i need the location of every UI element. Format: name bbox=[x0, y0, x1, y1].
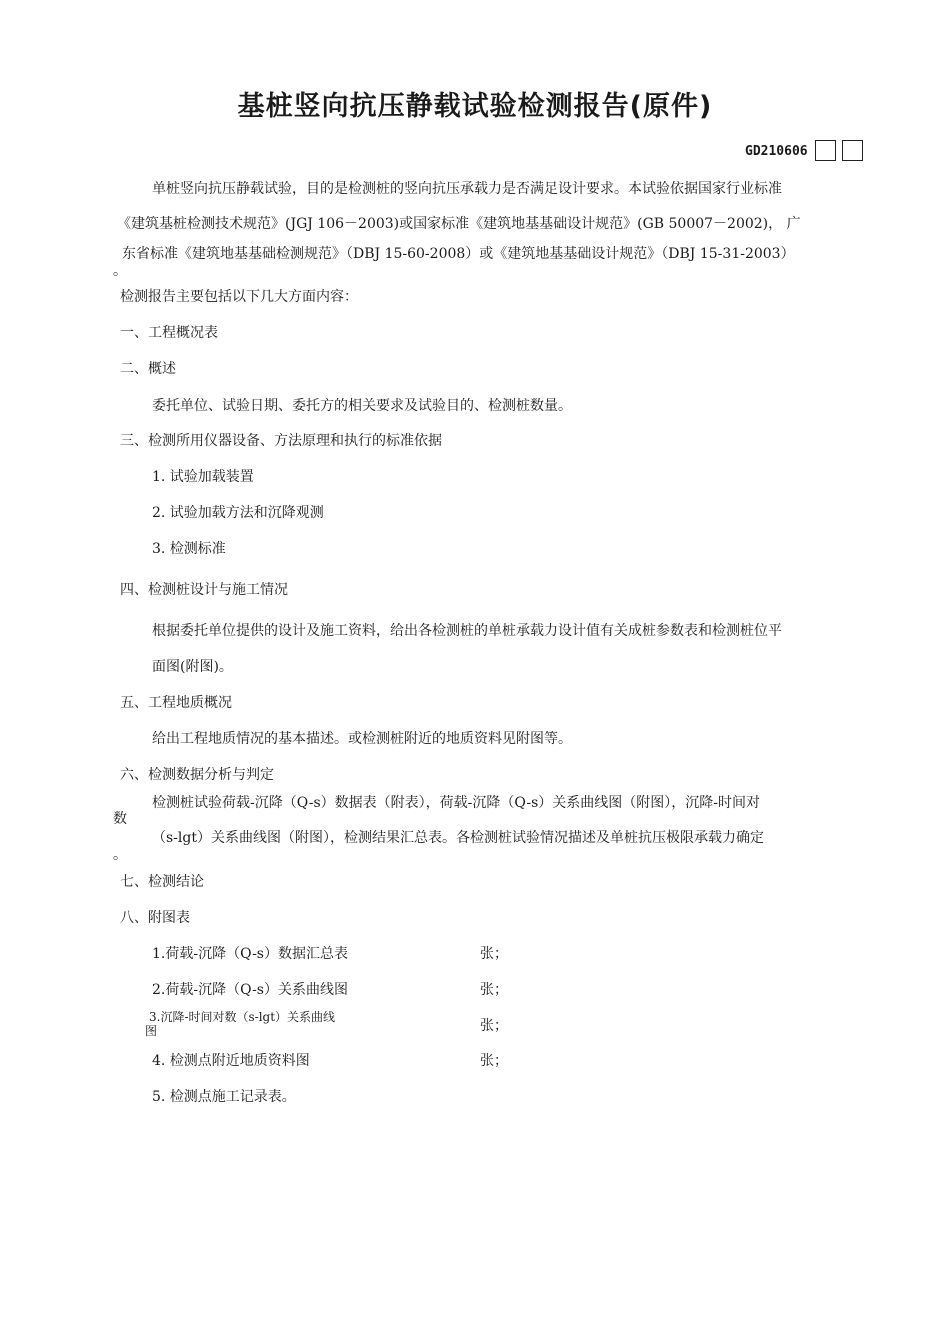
section-6-body-line-2: （s-lgt）关系曲线图（附图），检测结果汇总表。各检测桩试验情况描述及单桩抗压极限承载力确定 bbox=[152, 830, 764, 846]
section-6-heading: 六、检测数据分析与判定 bbox=[120, 767, 274, 783]
section-2-heading: 二、概述 bbox=[120, 361, 176, 377]
attachment-label: 5. 检测点施工记录表。 bbox=[152, 1089, 296, 1105]
attachment-unit: 张； bbox=[480, 946, 508, 962]
section-4-heading: 四、检测桩设计与施工情况 bbox=[120, 582, 288, 598]
page-title: 基桩竖向抗压静载试验检测报告(原件) bbox=[237, 91, 713, 122]
section-3-item: 1. 试验加载装置 bbox=[152, 469, 254, 485]
intro-line-1: 单桩竖向抗压静载试验，目的是检测桩的竖向抗压承载力是否满足设计要求。本试验依据国家行业标准 bbox=[152, 181, 782, 197]
attachment-label: 1.荷载-沉降（Q-s）数据汇总表 bbox=[152, 946, 348, 962]
code-digit-box-2[interactable] bbox=[842, 140, 863, 161]
intro-line-3: 东省标准《建筑地基基础检测规范》（DBJ 15-60-2008）或《建筑地基基础设计规范》（DBJ 15-31-2003） bbox=[122, 246, 795, 262]
section-6-body-line-2-tail: 。 bbox=[113, 847, 127, 863]
attachment-unit: 张； bbox=[480, 1053, 508, 1069]
intro-line-2: 《建筑基桩检测技术规范》(JGJ 106－2003)或国家标准《建筑地基基础设计规范》(GB 50007－2002)， 广 bbox=[117, 216, 801, 232]
section-2-body: 委托单位、试验日期、委托方的相关要求及试验目的、检测桩数量。 bbox=[152, 398, 572, 414]
contents-heading: 检测报告主要包括以下几大方面内容： bbox=[120, 289, 358, 305]
section-3-item: 3. 检测标准 bbox=[152, 541, 226, 557]
section-5-heading: 五、工程地质概况 bbox=[120, 695, 232, 711]
section-4-body-line-1: 根据委托单位提供的设计及施工资料，给出各检测桩的单桩承载力设计值有关成桩参数表和检测桩位平 bbox=[152, 623, 782, 639]
section-1-heading: 一、工程概况表 bbox=[120, 325, 218, 341]
attachment-unit: 张； bbox=[480, 1018, 508, 1034]
section-3-item: 2. 试验加载方法和沉降观测 bbox=[152, 505, 324, 521]
section-7-heading: 七、检测结论 bbox=[120, 874, 204, 890]
attachment-label: 3.沉降-时间对数（s-lgt）关系曲线 bbox=[149, 1010, 336, 1024]
attachment-label: 2.荷载-沉降（Q-s）关系曲线图 bbox=[152, 982, 348, 998]
attachment-label-wrap: 图 bbox=[145, 1024, 158, 1038]
section-6-body-line-1-wrap: 数 bbox=[113, 811, 127, 827]
form-code: GD210606 bbox=[745, 144, 808, 159]
section-6-body-line-1: 检测桩试验荷载-沉降（Q-s）数据表（附表），荷载-沉降（Q-s）关系曲线图（附图），沉降-时间对 bbox=[152, 795, 760, 811]
intro-line-3-tail: 。 bbox=[113, 263, 127, 279]
section-4-body-line-2: 面图(附图)。 bbox=[152, 659, 233, 675]
code-digit-box-1[interactable] bbox=[815, 140, 836, 161]
section-3-heading: 三、检测所用仪器设备、方法原理和执行的标准依据 bbox=[120, 433, 442, 449]
section-8-heading: 八、附图表 bbox=[120, 910, 190, 926]
attachment-unit: 张； bbox=[480, 982, 508, 998]
section-5-body: 给出工程地质情况的基本描述。或检测桩附近的地质资料见附图等。 bbox=[152, 731, 572, 747]
attachment-label: 4. 检测点附近地质资料图 bbox=[152, 1053, 310, 1069]
